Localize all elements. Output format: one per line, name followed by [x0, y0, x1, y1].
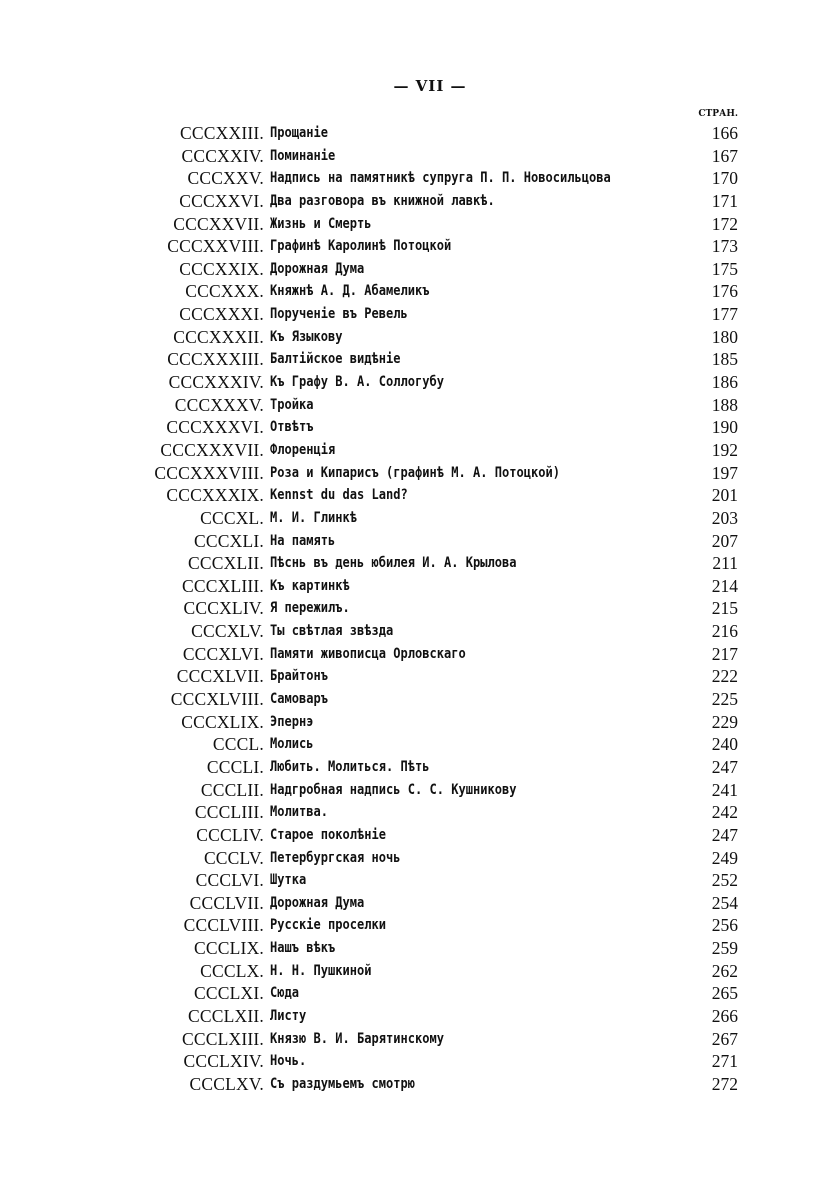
- toc-entry: [0, 552, 840, 575]
- toc-entry: [0, 122, 840, 145]
- entry-page-number: 259: [711, 938, 738, 959]
- entry-title: Дорожная Дума: [270, 260, 365, 277]
- entry-number: CCCXXIV.: [181, 145, 264, 166]
- entry-page-number: 242: [711, 802, 738, 823]
- entry-number: CCCLXIV.: [183, 1051, 264, 1072]
- entry-title: Два разговора въ книжной лавкѣ.: [270, 192, 495, 209]
- entry-title: Съ раздумьемъ смотрю: [270, 1075, 415, 1092]
- entry-title: Княжнѣ А. Д. Абамеликъ: [270, 283, 430, 300]
- entry-title: Эпернэ: [270, 713, 314, 730]
- toc-entry: [0, 869, 840, 892]
- entry-number: CCCXXXVII.: [160, 439, 264, 460]
- toc-entry: [0, 960, 840, 983]
- entry-title: Шутка: [270, 872, 307, 889]
- entry-title: Флоренція: [270, 441, 336, 458]
- entry-number: CCCXLIII.: [181, 575, 264, 596]
- entry-number: CCCXXIII.: [180, 123, 264, 143]
- toc-entry: [0, 326, 840, 349]
- entry-page-number: 247: [711, 824, 738, 845]
- toc-entry: [0, 1028, 840, 1051]
- entry-page-number: 166: [711, 123, 738, 143]
- entry-page-number: 192: [711, 439, 738, 460]
- toc-entry: [0, 597, 840, 620]
- entry-number: CCCXXX.: [185, 281, 264, 302]
- entry-page-number: 216: [711, 621, 738, 642]
- entry-number: CCCXXXIV.: [168, 372, 264, 393]
- toc-entry: [0, 779, 840, 802]
- entry-page-number: 266: [711, 1005, 738, 1026]
- entry-page-number: 190: [711, 417, 738, 438]
- toc-entry: [0, 145, 840, 168]
- entry-number: CCCXXXI.: [179, 304, 264, 325]
- entry-page-number: 247: [711, 756, 738, 777]
- toc-entry: [0, 620, 840, 643]
- entry-title: Я пережилъ.: [270, 600, 350, 617]
- page-column-label: СТРАН.: [698, 109, 738, 119]
- entry-title: Нашъ вѣкъ: [270, 940, 336, 957]
- entry-title: Надгробная надпись С. С. Кушникову: [270, 781, 517, 798]
- entry-page-number: 207: [711, 530, 738, 551]
- entry-title: Памяти живописца Орловскаго: [270, 645, 466, 662]
- entry-page-number: 265: [711, 983, 738, 1004]
- entry-page-number: 201: [711, 485, 738, 506]
- toc-entry: [0, 167, 840, 190]
- entry-number: CCCXXXIX.: [166, 485, 264, 506]
- toc-entry: [0, 733, 840, 756]
- toc-entry: [0, 982, 840, 1005]
- entry-page-number: 240: [711, 734, 738, 755]
- entry-page-number: 173: [711, 236, 738, 257]
- entry-page-number: 215: [711, 598, 738, 619]
- entry-page-number: 170: [711, 168, 738, 189]
- toc-entry: [0, 847, 840, 870]
- toc-entry: [0, 416, 840, 439]
- entry-title: М. И. Глинкѣ: [270, 509, 357, 526]
- toc-entry: [0, 1073, 840, 1096]
- entry-page-number: 167: [711, 145, 738, 166]
- entry-page-number: 214: [711, 575, 738, 596]
- entry-number: CCCXXXII.: [173, 326, 264, 347]
- entry-title: Къ Графу В. А. Соллогубу: [270, 374, 444, 391]
- entry-number: CCCLIV.: [196, 824, 264, 845]
- entry-number: CCCLX.: [200, 960, 264, 981]
- toc-entry: [0, 914, 840, 937]
- entry-title: Н. Н. Пушкиной: [270, 962, 372, 979]
- entry-number: CCCLXII.: [188, 1005, 264, 1026]
- entry-number: CCCLIX.: [194, 938, 264, 959]
- entry-title: Поминаніе: [270, 147, 336, 164]
- toc-entry: [0, 937, 840, 960]
- entry-page-number: 203: [711, 507, 738, 528]
- entry-page-number: 175: [711, 258, 738, 279]
- toc-entry: [0, 439, 840, 462]
- toc-entry: [0, 801, 840, 824]
- toc-entry: [0, 348, 840, 371]
- entry-title: Ты свѣтлая звѣзда: [270, 623, 394, 640]
- entry-number: CCCXXXV.: [174, 394, 264, 415]
- entry-number: CCCXLIX.: [181, 711, 264, 732]
- entry-title: Петербургская ночь: [270, 849, 401, 866]
- entry-number: CCCLV.: [203, 847, 264, 868]
- entry-page-number: 254: [711, 892, 738, 913]
- entry-number: CCCXLVIII.: [170, 689, 264, 710]
- entry-number: CCCXLVII.: [176, 666, 264, 687]
- entry-number: CCCXXVI.: [179, 190, 264, 211]
- toc-entry: [0, 1005, 840, 1028]
- entry-page-number: 171: [711, 190, 738, 211]
- entry-title: Графинѣ Каролинѣ Потоцкой: [270, 238, 452, 255]
- entry-number: CCCLXV.: [189, 1073, 264, 1094]
- entry-title: Молитва.: [270, 804, 328, 821]
- toc-entry: [0, 394, 840, 417]
- entry-title: Балтійское видѣніе: [270, 351, 401, 368]
- toc-entry: [0, 213, 840, 236]
- entry-number: CCCXLII.: [188, 553, 264, 574]
- entry-number: CCCXXXIII.: [167, 349, 264, 370]
- entry-page-number: 267: [711, 1028, 738, 1049]
- entry-title: Старое поколѣніе: [270, 826, 386, 843]
- entry-title: Листу: [270, 1007, 307, 1024]
- entry-title: Прощаніе: [270, 125, 328, 141]
- entry-number: CCCLVII.: [189, 892, 264, 913]
- entry-title: Надпись на памятникѣ супруга П. П. Новосильцова: [270, 170, 611, 187]
- entry-title: Князю В. И. Барятинскому: [270, 1030, 444, 1047]
- toc-entry: [0, 484, 840, 507]
- entry-page-number: 262: [711, 960, 738, 981]
- entry-number: CCCLII.: [200, 779, 264, 800]
- entry-title: На память: [270, 532, 336, 549]
- entry-number: CCCXXVIII.: [167, 236, 264, 257]
- entry-number: CCCXL.: [200, 507, 264, 528]
- toc-entry: [0, 688, 840, 711]
- page-header-roman-numeral: — VII —: [393, 77, 467, 95]
- entry-number: CCCLXI.: [194, 983, 264, 1004]
- entry-number: CCCL.: [212, 734, 264, 755]
- toc-entry: [0, 303, 840, 326]
- toc-entry: [0, 462, 840, 485]
- toc-entry: [0, 1050, 840, 1073]
- toc-entry: [0, 575, 840, 598]
- entry-title: Любить. Молиться. Пѣть: [270, 758, 430, 775]
- entry-title: Брайтонъ: [270, 668, 328, 685]
- entry-number: CCCXLVI.: [182, 643, 264, 664]
- entry-page-number: 252: [711, 870, 738, 891]
- entry-page-number: 249: [711, 847, 738, 868]
- entry-title: Ночь.: [270, 1053, 307, 1070]
- entry-title: Порученіе въ Ревель: [270, 306, 408, 323]
- toc-entry: [0, 665, 840, 688]
- entry-page-number: 185: [711, 349, 738, 370]
- entry-title: Русскіе проселки: [270, 917, 386, 934]
- toc-entry: [0, 190, 840, 213]
- toc-entry: [0, 258, 840, 281]
- entry-page-number: 176: [711, 281, 738, 302]
- entry-page-number: 272: [711, 1073, 738, 1094]
- entry-page-number: 222: [711, 666, 738, 687]
- entry-title: Пѣснь въ день юбилея И. А. Крылова: [270, 555, 517, 572]
- entry-title: Тройка: [270, 396, 314, 413]
- entry-number: CCCXLI.: [194, 530, 264, 551]
- toc-entry: [0, 507, 840, 530]
- entry-number: CCCXXV.: [187, 168, 264, 189]
- table-of-contents: [0, 122, 840, 1096]
- entry-title: Къ картинкѣ: [270, 577, 350, 594]
- entry-number: CCCLVIII.: [183, 915, 264, 936]
- entry-number: CCCXXXVIII.: [154, 462, 264, 483]
- entry-number: CCCXLIV.: [183, 598, 264, 619]
- toc-entry: [0, 643, 840, 666]
- entry-page-number: 229: [711, 711, 738, 732]
- entry-page-number: 271: [711, 1051, 738, 1072]
- toc-entry: [0, 711, 840, 734]
- entry-number: CCCXLV.: [191, 621, 264, 642]
- toc-entry: [0, 371, 840, 394]
- entry-number: CCCXXIX.: [179, 258, 264, 279]
- entry-title: Роза и Кипарисъ (графинѣ М. А. Потоцкой): [270, 464, 560, 481]
- entry-page-number: 217: [711, 643, 738, 664]
- entry-page-number: 256: [711, 915, 738, 936]
- entry-title: Къ Языкову: [270, 328, 343, 345]
- entry-page-number: 241: [711, 779, 738, 800]
- entry-title: Отвѣтъ: [270, 419, 314, 436]
- entry-number: CCCLIII.: [194, 802, 264, 823]
- entry-page-number: 180: [711, 326, 738, 347]
- entry-title: Жизнь и Смерть: [270, 215, 372, 232]
- entry-page-number: 211: [712, 553, 738, 574]
- toc-entry: [0, 235, 840, 258]
- toc-entry: [0, 756, 840, 779]
- toc-entry: [0, 280, 840, 303]
- entry-number: CCCXXXVI.: [166, 417, 264, 438]
- toc-entry: [0, 530, 840, 553]
- entry-page-number: 186: [711, 372, 738, 393]
- entry-title: Сюда: [270, 985, 299, 1002]
- toc-entry: [0, 824, 840, 847]
- entry-page-number: 177: [711, 304, 738, 325]
- entry-title: Kennst du das Land?: [270, 487, 408, 504]
- entry-title: Дорожная Дума: [270, 894, 365, 911]
- toc-entry: [0, 892, 840, 915]
- entry-number: CCCLVI.: [195, 870, 264, 891]
- entry-number: CCCXXVII.: [173, 213, 264, 234]
- entry-number: CCCLXIII.: [181, 1028, 264, 1049]
- entry-title: Молись: [270, 736, 314, 753]
- entry-number: CCCLI.: [206, 756, 264, 777]
- entry-page-number: 188: [711, 394, 738, 415]
- entry-page-number: 197: [711, 462, 738, 483]
- entry-page-number: 172: [711, 213, 738, 234]
- entry-title: Самоваръ: [270, 691, 328, 708]
- entry-page-number: 225: [711, 689, 738, 710]
